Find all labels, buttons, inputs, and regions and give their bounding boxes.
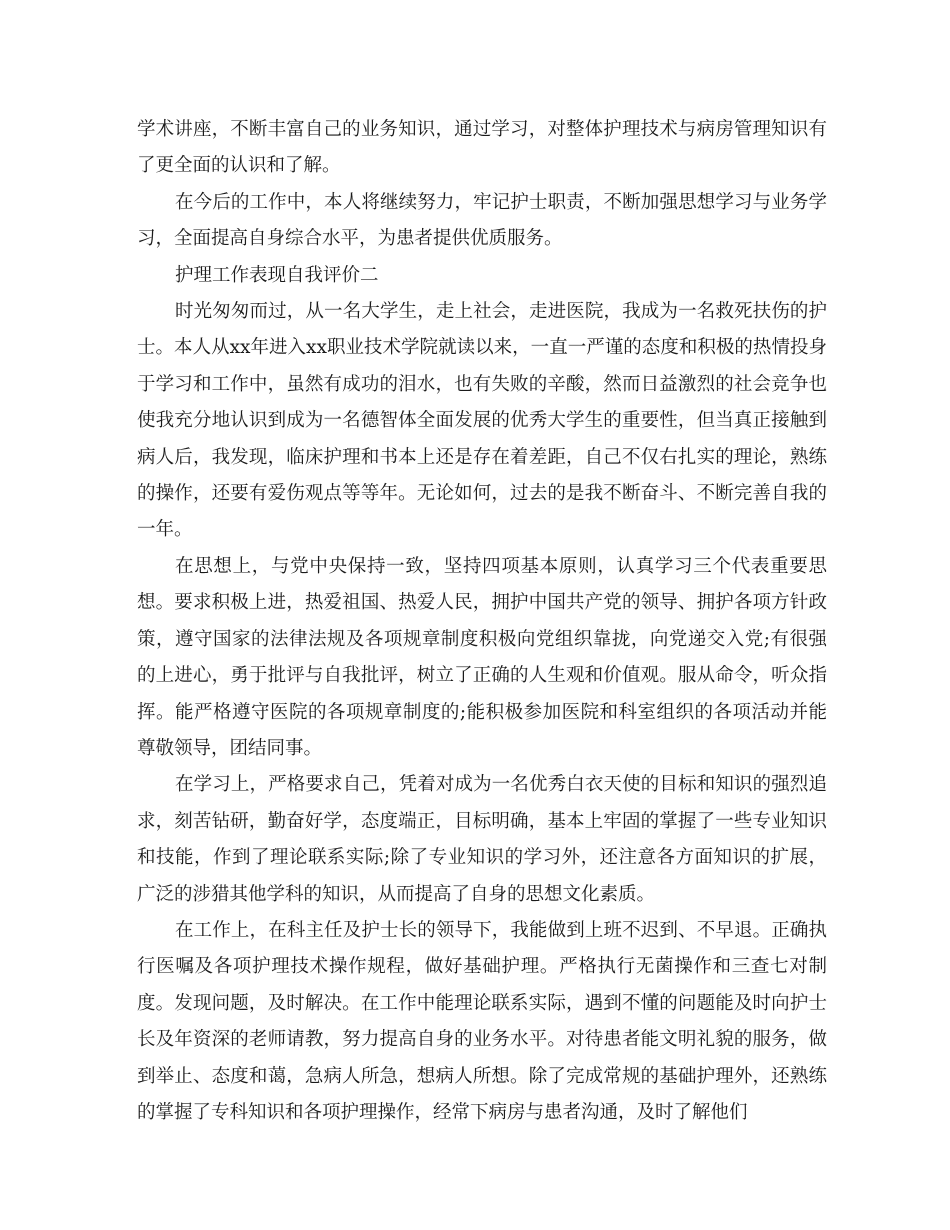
- paragraph-3: 时光匆匆而过，从一名大学生，走上社会，走进医院，我成为一名救死扶伤的护士。本人从xx年进入xx职业技术学院就读以来，一直一严谨的态度和积极的热情投身于学习和工作中，虽然有成功的泪水，也有失败的辛酸，然而日益激烈的社会竞争也使我充分地认识到成为一名德智体全面发展的优秀大学生的重要性，但当真正接触到病人后，我发现，临床护理和书本上还是存在着差距，自己不仅右扎实的理论，熟练的操作，还要有爱伤观点等等年。无论如何，过去的是我不断奋斗、不断完善自我的一年。: [137, 301, 827, 541]
- paragraph-4: 在思想上，与党中央保持一致，坚持四项基本原则，认真学习三个代表重要思想。要求积极上进，热爱祖国、热爱人民，拥护中国共产党的领导、拥护各项方针政策，遵守国家的法律法规及各项规章制度积极向党组织靠拢，向党递交入党;有很强的上进心，勇于批评与自我批评，树立了正确的人生观和价值观。服从命令，听众指挥。能严格遵守医院的各项规章制度的;能积极参加医院和科室组织的各项活动并能尊敬领导，团结同事。: [137, 555, 827, 759]
- document-body: [137, 112, 827, 1131]
- section-heading: 护理工作表现自我评价二: [175, 264, 379, 286]
- paragraph-2: 在今后的工作中，本人将继续努力，牢记护士职责，不断加强思想学习与业务学习，全面提高自身综合水平，为患者提供优质服务。: [137, 191, 827, 250]
- paragraph-1: 学术讲座，不断丰富自己的业务知识，通过学习，对整体护理技术与病房管理知识有了更全面的认识和了解。: [137, 119, 827, 177]
- paragraph-6: 在工作上，在科主任及护士长的领导下，我能做到上班不迟到、不早退。正确执行医嘱及各项护理技术操作规程，做好基础护理。严格执行无菌操作和三查七对制度。发现问题，及时解决。在工作中能理论联系实际，遇到不懂的问题能及时向护士长及年资深的老师请教，努力提高自身的业务水平。对待患者能文明礼貌的服务，做到举止、态度和蔼，急病人所急，想病人所想。除了完成常规的基础护理外，还熟练的掌握了专科知识和各项护理操作，经常下病房与患者沟通，及时了解他们: [137, 919, 827, 1123]
- paragraph-5: 在学习上，严格要求自己，凭着对成为一名优秀白衣天使的目标和知识的强烈追求，刻苦钻研，勤奋好学，态度端正，目标明确，基本上牢固的掌握了一些专业知识和技能，作到了理论联系实际;除了专业知识的学习外，还注意各方面知识的扩展，广泛的涉猎其他学科的知识，从而提高了自身的思想文化素质。: [137, 774, 827, 905]
